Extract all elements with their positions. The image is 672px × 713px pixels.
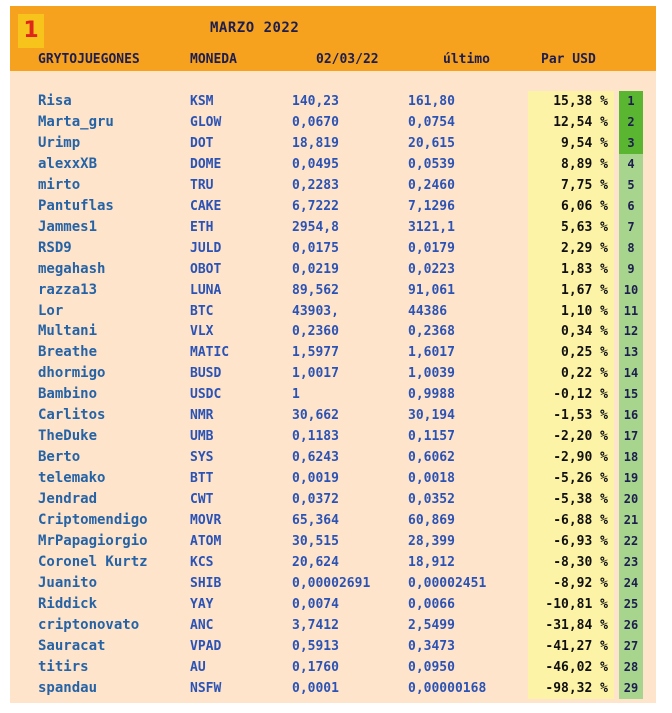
coin-symbol: KSM <box>190 94 214 109</box>
percent-change: -8,92 % <box>528 573 614 594</box>
rank-number: 18 <box>619 447 643 468</box>
player-name: Berto <box>38 449 81 466</box>
last-price: 161,80 <box>408 94 455 109</box>
last-price: 0,3473 <box>408 638 455 654</box>
player-name: Riddick <box>38 595 98 612</box>
coin-symbol: VPAD <box>190 638 222 654</box>
rank-number: 1 <box>619 91 643 112</box>
player-name: MrPapagiorgio <box>38 532 148 549</box>
page-title: MARZO 2022 <box>210 20 300 36</box>
last-price: 0,0754 <box>408 114 455 130</box>
table-row <box>0 196 672 217</box>
last-price: 60,869 <box>408 513 455 528</box>
table-row <box>0 657 672 678</box>
rank-number: 24 <box>619 573 643 594</box>
start-price: 2954,8 <box>292 219 339 235</box>
rank-number: 22 <box>619 531 643 552</box>
coin-symbol: VLX <box>190 324 214 340</box>
percent-change: 6,06 % <box>528 196 614 217</box>
start-price: 0,0074 <box>292 596 339 612</box>
start-price: 0,0001 <box>292 680 339 696</box>
table-row <box>0 280 672 301</box>
player-name: mirto <box>38 176 81 193</box>
table-row <box>0 636 672 657</box>
table-row <box>0 112 672 133</box>
rank-number: 11 <box>619 301 643 322</box>
last-price: 0,6062 <box>408 450 455 466</box>
start-price: 6,7222 <box>292 198 339 214</box>
start-price: 20,624 <box>292 554 339 570</box>
start-price: 43903, <box>292 303 339 319</box>
player-name: RSD9 <box>38 239 72 256</box>
last-price: 0,0950 <box>408 659 455 675</box>
player-name: Jendrad <box>38 491 98 508</box>
percent-change: -6,93 % <box>528 531 614 552</box>
last-price: 3121,1 <box>408 219 455 235</box>
coin-symbol: JULD <box>190 240 222 256</box>
rank-number: 10 <box>619 280 643 301</box>
table-row <box>0 594 672 615</box>
table-row <box>0 468 672 489</box>
table-row <box>0 489 672 510</box>
table-row <box>0 384 672 405</box>
last-price: 0,2460 <box>408 177 455 193</box>
coin-symbol: USDC <box>190 387 222 403</box>
rank-badge: 1 <box>18 14 44 48</box>
rank-number: 4 <box>619 154 643 175</box>
coin-symbol: BTC <box>190 303 214 319</box>
player-name: Urimp <box>38 134 81 151</box>
coin-symbol: DOT <box>190 135 214 151</box>
last-price: 0,00000168 <box>408 680 487 696</box>
player-name: Risa <box>38 93 72 109</box>
last-price: 0,0179 <box>408 240 455 256</box>
coin-symbol: SYS <box>190 450 214 466</box>
player-name: Juanito <box>38 574 98 591</box>
player-name: TheDuke <box>38 428 98 445</box>
player-name: criptonovato <box>38 616 140 633</box>
player-name: Pantuflas <box>38 197 114 214</box>
percent-change: -98,32 % <box>528 678 614 699</box>
rank-number: 7 <box>619 217 643 238</box>
last-price: 0,1157 <box>408 429 455 445</box>
percent-change: 1,83 % <box>528 259 614 280</box>
coin-symbol: CAKE <box>190 198 222 214</box>
last-price: 30,194 <box>408 408 455 424</box>
start-price: 0,0019 <box>292 471 339 487</box>
rank-number: 19 <box>619 468 643 489</box>
coin-symbol: CWT <box>190 492 214 508</box>
start-price: 0,00002691 <box>292 575 371 591</box>
table-row <box>0 447 672 468</box>
percent-change: -31,84 % <box>528 615 614 636</box>
start-price: 0,0219 <box>292 261 339 277</box>
rank-number: 28 <box>619 657 643 678</box>
last-price: 7,1296 <box>408 198 455 214</box>
percent-change: -8,30 % <box>528 552 614 573</box>
coin-symbol: AU <box>190 659 206 675</box>
percent-change: -5,38 % <box>528 489 614 510</box>
rank-number: 29 <box>619 678 643 699</box>
coin-symbol: ANC <box>190 617 214 633</box>
coin-symbol: MOVR <box>190 513 222 528</box>
percent-change: 12,54 % <box>528 112 614 133</box>
player-name: Jammes1 <box>38 218 98 235</box>
coin-symbol: ATOM <box>190 533 222 549</box>
start-price: 0,0372 <box>292 492 339 508</box>
rank-number: 17 <box>619 426 643 447</box>
coin-symbol: NSFW <box>190 680 222 696</box>
start-price: 0,2360 <box>292 324 339 340</box>
column-header-last-price: último <box>443 52 490 67</box>
start-price: 0,6243 <box>292 450 339 466</box>
player-name: Carlitos <box>38 407 106 424</box>
percent-change: 0,34 % <box>528 321 614 342</box>
table-row <box>0 259 672 280</box>
table-row <box>0 154 672 175</box>
start-price: 0,5913 <box>292 638 339 654</box>
column-header-pair-usd: Par USD <box>541 52 596 67</box>
table-row <box>0 175 672 196</box>
coin-symbol: BUSD <box>190 366 222 382</box>
last-price: 0,0539 <box>408 156 455 172</box>
table-row <box>0 426 672 447</box>
coin-symbol: LUNA <box>190 282 222 298</box>
start-price: 30,662 <box>292 408 339 424</box>
player-name: Multani <box>38 323 98 340</box>
start-price: 1 <box>292 387 300 403</box>
start-price: 0,2283 <box>292 177 339 193</box>
coin-symbol: KCS <box>190 554 214 570</box>
rank-number: 25 <box>619 594 643 615</box>
percent-change: -6,88 % <box>528 510 614 531</box>
start-price: 18,819 <box>292 135 339 151</box>
last-price: 0,0352 <box>408 492 455 508</box>
player-name: megahash <box>38 260 106 277</box>
rank-number: 13 <box>619 342 643 363</box>
last-price: 0,9988 <box>408 387 455 403</box>
rank-number: 8 <box>619 238 643 259</box>
table-row <box>0 363 672 384</box>
start-price: 3,7412 <box>292 617 339 633</box>
coin-symbol: UMB <box>190 429 214 445</box>
last-price: 2,5499 <box>408 617 455 633</box>
header-bar <box>10 6 656 71</box>
table-row <box>0 531 672 552</box>
percent-change: 0,22 % <box>528 363 614 384</box>
column-header-coin: MONEDA <box>190 52 237 67</box>
last-price: 0,0223 <box>408 261 455 277</box>
last-price: 91,061 <box>408 282 455 298</box>
rank-number: 12 <box>619 321 643 342</box>
table-row <box>0 238 672 259</box>
start-price: 140,23 <box>292 94 339 109</box>
percent-change: -46,02 % <box>528 657 614 678</box>
player-name: alexxXB <box>38 155 98 172</box>
last-price: 0,0066 <box>408 596 455 612</box>
last-price: 44386 <box>408 303 448 319</box>
table-row <box>0 678 672 699</box>
start-price: 0,1760 <box>292 659 339 675</box>
coin-symbol: SHIB <box>190 575 222 591</box>
rank-number: 2 <box>619 112 643 133</box>
percent-change: 15,38 % <box>528 91 614 112</box>
start-price: 0,0495 <box>292 156 339 172</box>
player-name: spandau <box>38 679 98 696</box>
coin-symbol: ETH <box>190 219 214 235</box>
player-name: telemako <box>38 470 106 487</box>
rank-number: 9 <box>619 259 643 280</box>
start-price: 1,5977 <box>292 345 339 361</box>
table-row <box>0 552 672 573</box>
rank-number: 23 <box>619 552 643 573</box>
coin-symbol: OBOT <box>190 261 222 277</box>
table-row <box>0 133 672 154</box>
start-price: 30,515 <box>292 533 339 549</box>
last-price: 0,0018 <box>408 471 455 487</box>
player-name: razza13 <box>38 281 98 298</box>
percent-change: -5,26 % <box>528 468 614 489</box>
rank-number: 6 <box>619 196 643 217</box>
coin-symbol: BTT <box>190 471 214 487</box>
percent-change: 0,25 % <box>528 342 614 363</box>
percent-change: -41,27 % <box>528 636 614 657</box>
rank-number: 15 <box>619 384 643 405</box>
player-name: Coronel Kurtz <box>38 553 148 570</box>
percent-change: 2,29 % <box>528 238 614 259</box>
coin-symbol: MATIC <box>190 345 230 361</box>
table-row <box>0 342 672 363</box>
percent-change: 7,75 % <box>528 175 614 196</box>
last-price: 0,00002451 <box>408 575 487 591</box>
table-row <box>0 217 672 238</box>
start-price: 0,1183 <box>292 429 339 445</box>
start-price: 1,0017 <box>292 366 339 382</box>
last-price: 20,615 <box>408 135 455 151</box>
percent-change: 9,54 % <box>528 133 614 154</box>
table-row <box>0 510 672 531</box>
player-name: Sauracat <box>38 637 106 654</box>
percent-change: 1,67 % <box>528 280 614 301</box>
rank-number: 16 <box>619 405 643 426</box>
start-price: 0,0175 <box>292 240 339 256</box>
rank-number: 27 <box>619 636 643 657</box>
last-price: 28,399 <box>408 533 455 549</box>
last-price: 0,2368 <box>408 324 455 340</box>
player-name: Marta_gru <box>38 113 114 130</box>
percent-change: -10,81 % <box>528 594 614 615</box>
player-name: Bambino <box>38 386 98 403</box>
table-row <box>0 405 672 426</box>
coin-symbol: YAY <box>190 596 214 612</box>
percent-change: -0,12 % <box>528 384 614 405</box>
rank-number: 5 <box>619 175 643 196</box>
column-header-players: GRYTOJUEGONES <box>38 52 140 67</box>
start-price: 89,562 <box>292 282 339 298</box>
table-row <box>0 301 672 322</box>
last-price: 1,0039 <box>408 366 455 382</box>
table-row <box>0 615 672 636</box>
player-name: Lor <box>38 302 64 319</box>
percent-change: -2,20 % <box>528 426 614 447</box>
percent-change: -1,53 % <box>528 405 614 426</box>
table-row <box>0 321 672 342</box>
player-name: Criptomendigo <box>38 512 148 528</box>
coin-symbol: DOME <box>190 156 222 172</box>
start-price: 65,364 <box>292 513 339 528</box>
start-price: 0,0670 <box>292 114 339 130</box>
player-name: Breathe <box>38 344 98 361</box>
rank-number: 3 <box>619 133 643 154</box>
rank-number: 20 <box>619 489 643 510</box>
rank-number: 21 <box>619 510 643 531</box>
player-name: titirs <box>38 658 89 675</box>
column-header-start-price: 02/03/22 <box>316 52 379 67</box>
coin-symbol: TRU <box>190 177 214 193</box>
coin-symbol: NMR <box>190 408 214 424</box>
coin-symbol: GLOW <box>190 114 222 130</box>
table-row <box>0 573 672 594</box>
rank-number: 26 <box>619 615 643 636</box>
percent-change: 5,63 % <box>528 217 614 238</box>
rank-number: 14 <box>619 363 643 384</box>
percent-change: 1,10 % <box>528 301 614 322</box>
last-price: 18,912 <box>408 554 455 570</box>
last-price: 1,6017 <box>408 345 455 361</box>
percent-change: -2,90 % <box>528 447 614 468</box>
percent-change: 8,89 % <box>528 154 614 175</box>
player-name: dhormigo <box>38 365 106 382</box>
table-row <box>0 91 672 112</box>
